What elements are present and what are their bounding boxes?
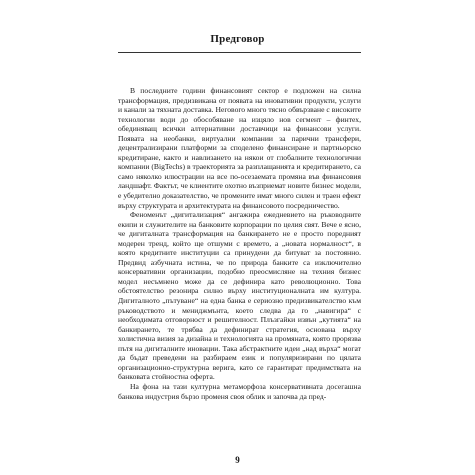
paragraph-1: В последните години финансовият сектор е подложен на силна трансформация, предизвикана от появата на иновативни продукти, услуги и канали за тяхната доставка. Негового много тясно обвързване с високите технологии води до обособяване на изцяло нов сегмент – финтех, обединяващ всички алтернативни доставчици на финансови услуги. Появата на необанки, виртуални компании за парични трансфери, децентрализирани платформи за споделено финансиране и партньорско кредитиране, както и навлизането на някои от глобалните технологични компании (BigTechs) в траекторията за разплащанията и кредитирането, са само няколко илюстрации на все по-осезаемата промяна във финансовия ландшафт. Фактът, че клиентите охотно възприемат новите бизнес модели, е убедително доказателство, че промените имат много силен и траен ефект върху структурата и архитектурата на финансовото посредничество. bbox=[118, 86, 361, 210]
body-text bbox=[118, 86, 361, 401]
page-number: 9 bbox=[235, 455, 240, 465]
title-rule bbox=[118, 52, 361, 53]
paragraph-2: Феноменът „дигитализация“ ангажира ежедневието на ръководните екипи и служителите на банковите корпорации по целия свят. Вече е ясно, че дигиталната трансформация на банкирането не е просто поредният модерен тренд, който ще отшуми с времето, а „новата нормалност“, в която кредитните институции са принудени да битуват за постоянно. Предвид азбучната истина, че по природа банките са изключително консервативни организации, подобно преосмисляне на техния бизнес модел несъмнено може да се дефинира като революционно. Това обстоятелство резонира силно върху институционалната им култура. Дигиталното „пътуване“ на една банка е сериозно предизвикателство към ръководството и мениджмънта, което следва да го „навигира“ с необходимата отговорност и решителност. Плъзгайки извън „кутията“ на банкирането, те трябва да дефинират стратегия, основана върху холистична визия за дизайна и технологията на промяната, която прорязва пътя на дигиталните иновации. Така абстрактните идеи „над върха“ могат да бъдат преведени на разбираем език и популяризирани по цялата организационно-структурна верига, като се гарантират предимствата на банковата стойностна оферта. bbox=[118, 210, 361, 382]
chapter-title: Предговор bbox=[210, 33, 265, 45]
paragraph-3: На фона на тази културна метаморфоза консервативната досегашна банкова индустрия бързо променя своя облик и започва да пред- bbox=[118, 381, 361, 401]
